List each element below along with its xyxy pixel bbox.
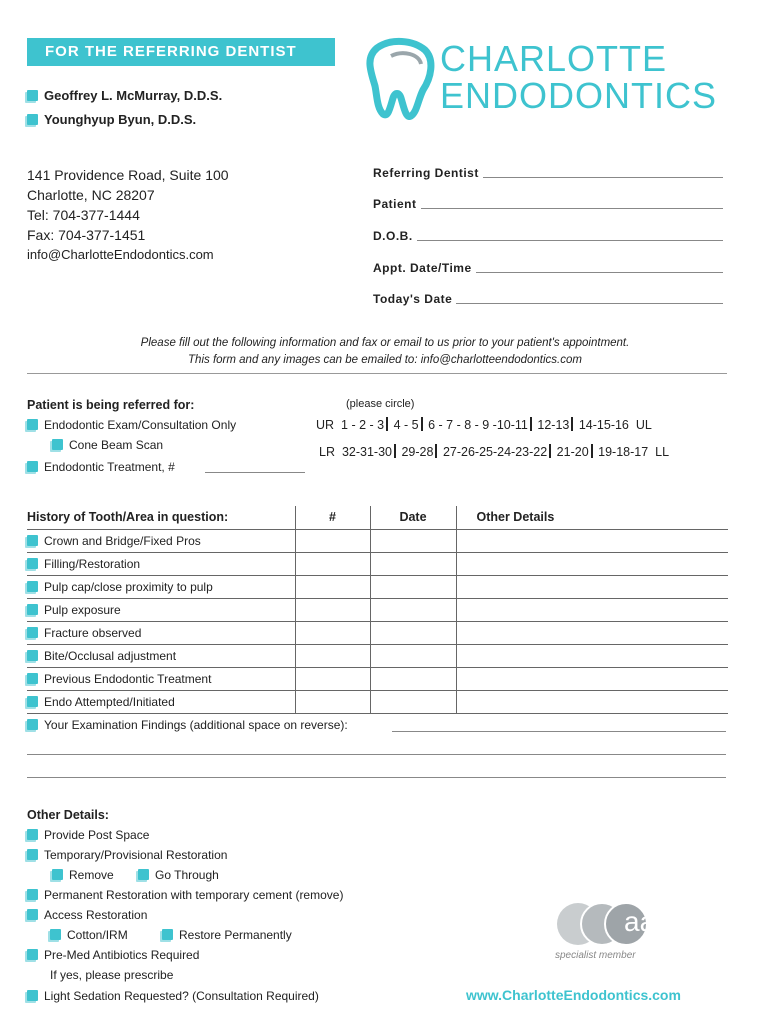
- appt-date-field[interactable]: Appt. Date/Time: [373, 261, 723, 275]
- checkbox-icon[interactable]: [27, 650, 38, 661]
- practice-address: 141 Providence Road, Suite 100 Charlotte, NC 28207 Tel: 704-377-1444 Fax: 704-377-1451 info@CharlotteEndodontics.com: [27, 167, 229, 262]
- checkbox-icon[interactable]: [27, 535, 38, 546]
- checkbox-icon[interactable]: [27, 90, 38, 101]
- checkbox-icon[interactable]: [52, 439, 63, 450]
- table-row[interactable]: Previous Endodontic Treatment: [27, 667, 728, 690]
- doctor-option-1[interactable]: Geoffrey L. McMurray, D.D.S.: [27, 88, 222, 103]
- remove-option[interactable]: Remove: [52, 868, 114, 882]
- patient-field[interactable]: Patient: [373, 197, 723, 211]
- checkbox-icon[interactable]: [50, 929, 61, 940]
- referral-option-exam[interactable]: Endodontic Exam/Consultation Only: [27, 418, 236, 432]
- checkbox-icon[interactable]: [27, 889, 38, 900]
- permanent-option[interactable]: Permanent Restoration with temporary cement (remove): [27, 888, 343, 902]
- col-date: Date: [370, 506, 456, 529]
- table-row[interactable]: Pulp cap/close proximity to pulp: [27, 575, 728, 598]
- findings-line[interactable]: [392, 731, 726, 732]
- checkbox-icon[interactable]: [27, 949, 38, 960]
- todays-date-field[interactable]: Today's Date: [373, 292, 723, 306]
- checkbox-icon[interactable]: [27, 627, 38, 638]
- access-option[interactable]: Access Restoration: [27, 908, 147, 922]
- premed-option[interactable]: Pre-Med Antibiotics Required: [27, 948, 199, 962]
- restore-permanently-option[interactable]: Restore Permanently: [162, 928, 292, 942]
- findings-option[interactable]: Your Examination Findings (additional space on reverse):: [27, 718, 348, 732]
- referral-heading: Patient is being referred for:: [27, 398, 195, 412]
- checkbox-icon[interactable]: [27, 461, 38, 472]
- logo-line-2: ENDODONTICS: [440, 75, 718, 116]
- table-row[interactable]: Crown and Bridge/Fixed Pros: [27, 529, 728, 552]
- checkbox-icon[interactable]: [27, 419, 38, 430]
- aae-letters: aae: [624, 906, 671, 937]
- post-space-option[interactable]: Provide Post Space: [27, 828, 149, 842]
- specialist-member-label: specialist member: [555, 950, 636, 961]
- please-circle-label: (please circle): [346, 398, 415, 410]
- findings-line[interactable]: [27, 754, 726, 755]
- lower-teeth-row[interactable]: LR 32-31-30 29-28 27-26-25-24-23-22 21-20 19-18-17 LL: [319, 445, 670, 459]
- table-row[interactable]: Fracture observed: [27, 621, 728, 644]
- banner: FOR THE REFERRING DENTIST: [27, 38, 335, 66]
- go-through-option[interactable]: Go Through: [138, 868, 219, 882]
- checkbox-icon[interactable]: [27, 719, 38, 730]
- other-details-heading: Other Details:: [27, 808, 109, 822]
- if-yes-label: If yes, please prescribe: [50, 968, 174, 982]
- doctor-option-2[interactable]: Younghyup Byun, D.D.S.: [27, 112, 196, 127]
- checkbox-icon[interactable]: [27, 849, 38, 860]
- logo-line-1: CHARLOTTE: [440, 38, 668, 79]
- col-other: Other Details: [456, 506, 728, 529]
- history-table: [27, 506, 728, 714]
- findings-line[interactable]: [27, 777, 726, 778]
- sedation-option[interactable]: Light Sedation Requested? (Consultation Required): [27, 989, 319, 1003]
- website-link[interactable]: www.CharlotteEndodontics.com: [466, 987, 681, 1003]
- instruction-note: Please fill out the following information and fax or email to us prior to your patient's appointment. This form and any images can be emailed to: info@charlotteendodontics.com: [140, 337, 630, 366]
- table-row[interactable]: Endo Attempted/Initiated: [27, 690, 728, 713]
- col-number: #: [295, 506, 370, 529]
- checkbox-icon[interactable]: [27, 829, 38, 840]
- checkbox-icon[interactable]: [27, 604, 38, 615]
- referral-option-treatment[interactable]: Endodontic Treatment, #: [27, 460, 175, 474]
- checkbox-icon[interactable]: [27, 114, 38, 125]
- checkbox-icon[interactable]: [27, 909, 38, 920]
- checkbox-icon[interactable]: [27, 673, 38, 684]
- cotton-option[interactable]: Cotton/IRM: [50, 928, 128, 942]
- upper-teeth-row[interactable]: UR 1 - 2 - 3 4 - 5 6 - 7 - 8 - 9 -10-11 12-13 14-15-16 UL: [316, 418, 652, 432]
- checkbox-icon[interactable]: [27, 990, 38, 1001]
- table-row[interactable]: Bite/Occlusal adjustment: [27, 644, 728, 667]
- checkbox-icon[interactable]: [27, 581, 38, 592]
- checkbox-icon[interactable]: [52, 869, 63, 880]
- table-row[interactable]: Pulp exposure: [27, 598, 728, 621]
- referring-dentist-field[interactable]: Referring Dentist: [373, 166, 723, 180]
- checkbox-icon[interactable]: [162, 929, 173, 940]
- checkbox-icon[interactable]: [27, 696, 38, 707]
- checkbox-icon[interactable]: [138, 869, 149, 880]
- history-heading: History of Tooth/Area in question:: [27, 506, 295, 529]
- table-row[interactable]: Filling/Restoration: [27, 552, 728, 575]
- checkbox-icon[interactable]: [27, 558, 38, 569]
- dob-field[interactable]: D.O.B.: [373, 229, 723, 243]
- tooth-logo-icon: [363, 34, 438, 120]
- referral-option-cbct[interactable]: Cone Beam Scan: [52, 438, 163, 452]
- temporary-option[interactable]: Temporary/Provisional Restoration: [27, 848, 227, 862]
